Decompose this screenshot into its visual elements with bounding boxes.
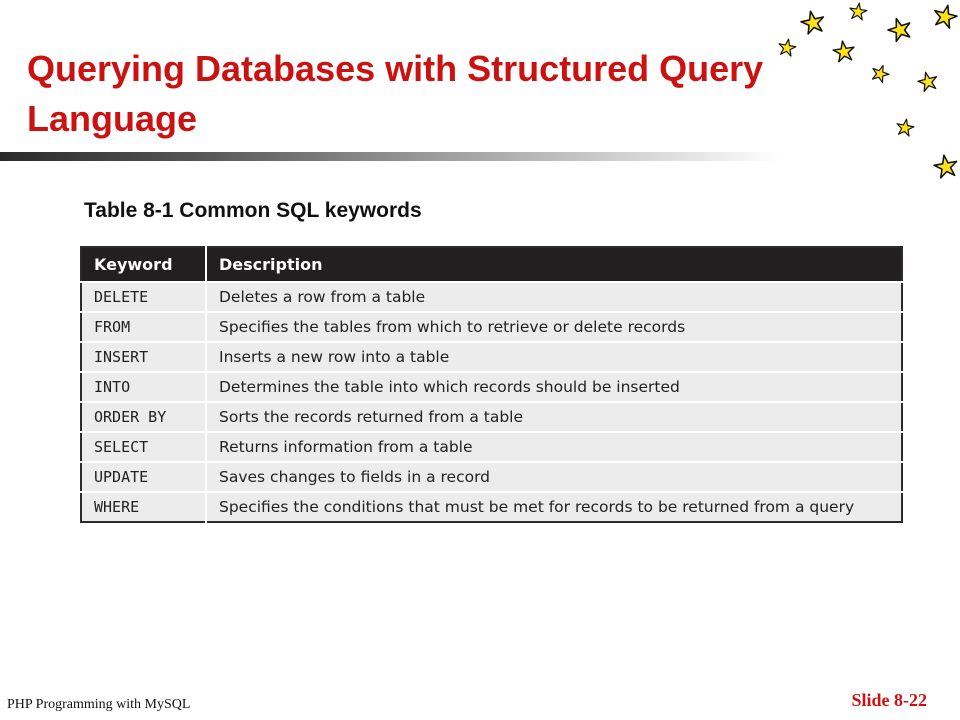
star-icon [895, 118, 915, 137]
star-icon [933, 153, 959, 178]
keyword-cell: DELETE [81, 282, 206, 312]
description-cell: Specifies the conditions that must be met for records to be returned from a query [206, 492, 902, 522]
star-icon [916, 70, 939, 92]
table-row [81, 432, 902, 462]
table-row [81, 462, 902, 492]
star-icon [777, 38, 797, 57]
sql-keywords-table [80, 246, 903, 523]
slide-title: Querying Databases with Structured Query Language [27, 48, 764, 139]
keyword-cell: WHERE [81, 492, 206, 522]
star-icon [799, 9, 826, 35]
stars-icon [770, 0, 960, 195]
description-cell: Determines the table into which records should be inserted [206, 372, 902, 402]
star-icon [885, 15, 913, 43]
table-row [81, 282, 902, 312]
description-cell: Deletes a row from a table [206, 282, 902, 312]
keyword-cell: INSERT [81, 342, 206, 372]
table-row [81, 402, 902, 432]
keyword-cell: ORDER BY [81, 402, 206, 432]
keyword-cell: FROM [81, 312, 206, 342]
title-underline [0, 152, 780, 161]
column-header-keyword: Keyword [81, 247, 206, 282]
footer-course-name: PHP Programming with MySQL [7, 697, 191, 712]
description-cell: Saves changes to fields in a record [206, 462, 902, 492]
description-cell: Specifies the tables from which to retrieve or delete records [206, 312, 902, 342]
table-header-row [81, 247, 902, 282]
keyword-cell: UPDATE [81, 462, 206, 492]
description-cell: Returns information from a table [206, 432, 902, 462]
keyword-cell: INTO [81, 372, 206, 402]
description-cell: Sorts the records returned from a table [206, 402, 902, 432]
table-row [81, 372, 902, 402]
star-icon [832, 40, 855, 63]
table-caption: Table 8-1 Common SQL keywords [84, 199, 422, 222]
table-row [81, 342, 902, 372]
slide-number: Slide 8-22 [851, 690, 927, 710]
star-icon [932, 3, 959, 30]
description-cell: Inserts a new row into a table [206, 342, 902, 372]
column-header-description: Description [206, 247, 902, 282]
table-row [81, 492, 902, 522]
star-icon [869, 63, 891, 84]
keyword-cell: SELECT [81, 432, 206, 462]
star-icon [849, 2, 868, 21]
table-row [81, 312, 902, 342]
